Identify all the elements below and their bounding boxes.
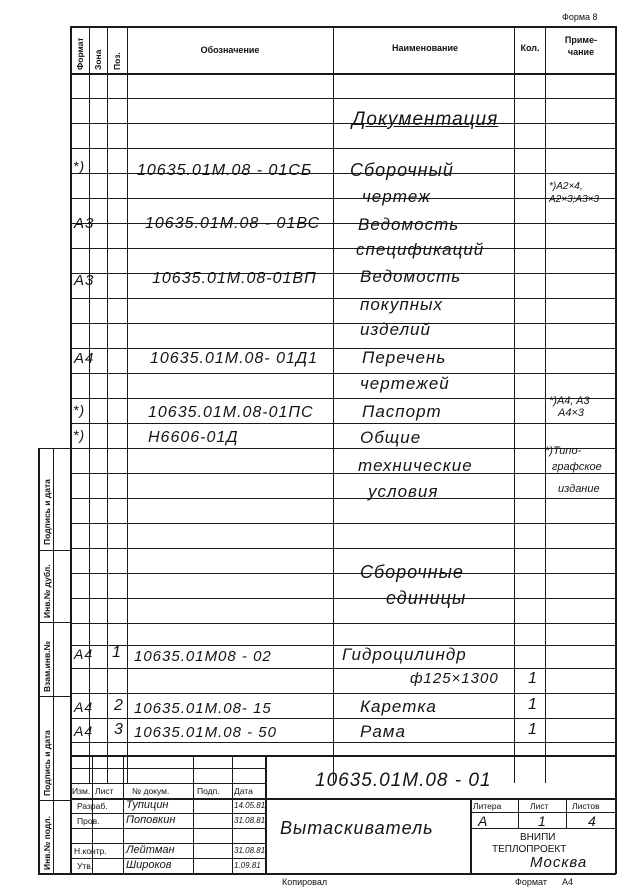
r6-name-2: технические [358,456,473,475]
stamp-title: Вытаскиватель [280,818,434,838]
row-line [70,373,616,374]
frame-left [70,26,72,874]
side-vzam-inv: Взам.инв.№ [42,640,52,692]
row-line [70,448,616,449]
col-line-designation [333,26,334,783]
stamp-h-date: Дата [234,786,253,796]
a3-name: Рама [360,722,406,741]
col-header-format: Формат [75,37,85,70]
row-line [70,148,616,149]
row-line [70,742,616,743]
r6-note-2: графское [552,461,602,473]
r5-designation: 10635.01M.08-01ПС [148,404,314,421]
side-inv-dubl: Инв.№ дубл. [42,564,52,618]
a2-designation: 10635.01M.08- 15 [134,700,272,717]
col-header-pos: Поз. [112,52,122,70]
stamp-nkontr: Н.контр. [74,846,107,856]
side-div-2 [38,550,71,551]
row-line [70,423,616,424]
section-documentation: Документация [352,109,499,130]
row-line [70,398,616,399]
a1-name-2: ф125×1300 [410,670,499,687]
r4-format: A4 [74,350,95,367]
col-header-note-2: чание [567,47,595,57]
stamp-org-1: ВНИПИ [520,832,556,843]
col-header-designation: Обозначение [200,45,260,55]
side-sign-date-2: Подпись и дата [42,730,52,796]
r6-note-1: *)Типо- [545,445,582,457]
side-sign-date-1: Подпись и дата [42,479,52,545]
row-line [70,523,616,524]
r1-note-2: A2×3;A3×3 [549,194,600,205]
r1-designation: 10635.01M.08 - 01СБ [137,162,313,179]
stamp-sheet-col [518,798,519,828]
col-header-qty: Кол. [520,43,540,53]
section-assembly-2: единицы [386,588,467,608]
stamp-top [70,755,616,757]
col-header-zone: Зона [93,49,103,70]
r2-name-2: спецификаций [356,240,485,259]
col-line-qty [545,26,546,783]
row-line [70,98,616,99]
stamp-nkontr-date: 31.08.81 [234,846,266,855]
row-line [70,623,616,624]
r3-name-3: изделий [360,320,431,339]
stamp-razrab-date: 14.05.81 [234,801,266,810]
col-line-pos [127,26,128,783]
a3-designation: 10635.01M.08 - 50 [134,724,277,741]
stamp-org-2: ТЕПЛОПРОЕКТ [492,844,567,855]
row-line [70,548,616,549]
row-line [70,348,616,349]
stamp-prov: Пров. [77,816,100,826]
stamp-prov-date: 31.08.81 [234,816,266,825]
a1-name-1: Гидроцилиндр [342,645,467,664]
a2-qty: 1 [528,696,538,713]
a1-format: A4 [74,646,94,662]
r1-name-1: Сборочный [350,160,454,180]
footer-format: Формат [515,877,547,887]
row-line [70,598,616,599]
stamp-h-list: Лист [95,786,114,796]
r3-format: A3 [74,272,95,289]
r4-name-2: чертежей [360,374,450,393]
row-line [70,473,616,474]
section-assembly-1: Сборочные [360,562,464,582]
col-line-format [89,26,90,783]
row-line [70,298,616,299]
stamp-org-3: Москва [530,854,588,871]
stamp-prov-name: Поповкин [126,814,176,826]
frame-right [615,26,617,874]
stamp-litera-value: A [478,813,489,829]
side-div-3 [38,622,71,623]
r5-name: Паспорт [362,402,442,421]
stamp-utv-name: Широков [126,859,172,871]
r3-name-2: покупных [360,295,444,314]
r2-designation: 10635.01M.08 - 01ВС [145,215,321,232]
r2-name-1: Ведомость [358,215,460,234]
r4-designation: 10635.01M.08- 01Д1 [150,350,319,367]
a2-format: A4 [74,699,94,715]
form-label: Форма 8 [562,12,598,22]
r1-format: *) [73,158,86,174]
r5-note-2: A4×3 [558,407,584,419]
row-line [70,123,616,124]
r3-designation: 10635.01M.08-01ВП [152,270,317,287]
r1-name-2: чертеж [362,187,431,206]
a3-qty: 1 [528,721,538,738]
stamp-h-doc: № докум. [132,786,170,796]
stamp-sheet-label: Лист [530,801,549,811]
side-div-5 [38,800,71,801]
stamp-col-litera [470,798,472,874]
stamp-razrab: Разраб. [77,801,108,811]
side-inv-podl: Инв.№ подл. [42,815,52,870]
a1-qty: 1 [528,670,538,687]
footer-format-value: A4 [562,877,574,887]
stamp-sheet-value: 1 [538,813,547,829]
r5-format: *) [73,402,86,418]
stamp-col-main [265,755,267,873]
side-strip-left [38,448,40,874]
stamp-sheets-col [566,798,567,828]
stamp-h-sign: Подп. [197,786,220,796]
stamp-col [123,755,124,873]
stamp-nkontr-name: Лейтман [126,844,175,856]
a1-designation: 10635.01M08 - 02 [134,648,272,665]
row-line [70,248,616,249]
r6-designation: Н6606-01Д [148,429,239,446]
r6-format: *) [73,427,86,443]
footer-copied: Копировал [282,877,328,887]
a3-pos: 3 [114,721,124,738]
stamp-utv: Утв. [77,861,94,871]
stamp-row [70,768,265,769]
side-div-4 [38,696,71,697]
stamp-row [70,783,265,784]
stamp-sheets-value: 4 [588,813,597,829]
r3-name-1: Ведомость [360,267,462,286]
r5-note-1: *)A4, A3 [549,395,590,407]
a3-format: A4 [74,723,94,739]
a2-name: Каретка [360,697,437,716]
header-bottom [70,73,616,75]
r6-name-3: условия [368,482,439,501]
r4-name-1: Перечень [362,348,447,367]
r2-format: A3 [74,215,95,232]
frame-top [70,26,616,28]
stamp-col [193,755,194,873]
col-line-name [514,26,515,783]
row-line [70,498,616,499]
stamp-doc-number: 10635.01M.08 - 01 [315,770,492,791]
side-div-1 [38,448,71,449]
stamp-row [70,828,265,829]
row-line [70,198,616,199]
stamp-col [232,755,233,873]
frame-bottom [38,873,616,875]
row-line [70,668,616,669]
r1-note-1: *)A2×4, [549,181,583,192]
stamp-utv-date: 1.09.81 [234,861,261,870]
r6-note-3: издание [558,483,600,495]
row-line [70,323,616,324]
row-line [70,573,616,574]
col-header-name: Наименование [391,43,459,53]
stamp-litera-label: Литера [473,801,502,811]
stamp-razrab-name: Тупицин [126,799,169,811]
row-line [70,718,616,719]
col-line-zone [107,26,108,783]
stamp-sheets-label: Листов [572,801,600,811]
row-line [70,693,616,694]
side-strip-mid [53,448,54,874]
a2-pos: 2 [114,697,124,714]
stamp-h-izm: Изм. [72,786,91,796]
a1-pos: 1 [112,644,122,661]
col-header-note-1: Приме- [564,35,598,45]
r6-name-1: Общие [360,428,422,447]
